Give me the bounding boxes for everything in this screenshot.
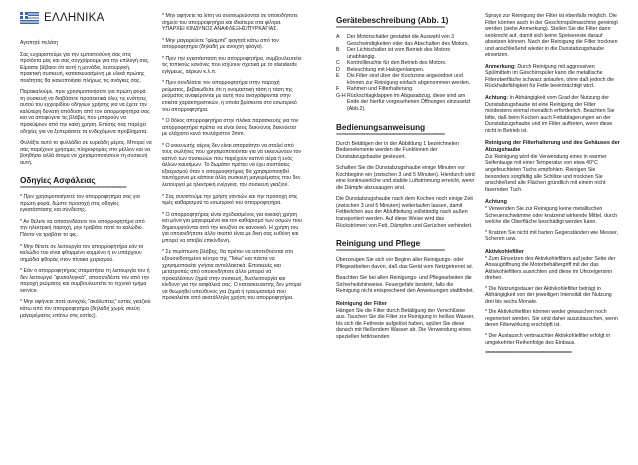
parts-list-item: C Kontrollleuchte für den Betrieb des Motors.	[336, 60, 447, 67]
german-description-column	[336, 0, 475, 452]
safety-item-14: * Σε περίπτωση βλάβης, θα πρέπει να αποτεθούνται στο εξουσιοδοτημένο κέντρο της "Teka" και πάντα να χρησιμοποιείτε γνήσια ανταλλακτικά. Επισκευές και μετατροπές από οποιονδήποτε άλλο μπορεί να προκαλέσουν ζημιά στην συσκευή, δυσλειτουργία και κίνδυνο για την ασφάλειά σας. Ο κατασκευαστής δεν μπορεί να θεωρηθεί υπεύθυνος για ζημιά ή τραυματισμό που προκαλείται από ακατάλληλη χρήση του απορροφητήρα.	[162, 249, 302, 302]
end-rule: ===================================	[485, 350, 572, 357]
safety-item-5: * Μην αφήνετε ποτέ ανοιχτές "ακάλυπτες" εστίες γκαζιού κάτω από τον απορροφητήρα (δηλαδή χωρίς σκεύη μαγειρέματος επάνω στις εστίες).	[20, 299, 151, 319]
language-header	[20, 12, 152, 24]
language-title: ΕΛΛΗΝΙΚΑ	[44, 12, 105, 24]
carbon-item-1: * Zum Einsetzen des Aktivkohlefilters auf jeder Seite der Ansaugöffnung die Motorbehältergriff mit der das Aktivkohlefilters ausrichten und diese im Uhrzeigersinn drehen.	[485, 255, 616, 282]
caution-paragraph: Achtung: In Abhängigkeit vom Grad der Nutzung der Dunstabzugshaube ist eine Reinigung der Filter mindestens einmal monatlich erforderlich. Beachten Sie bitte, daß beim Kochen auch Fettablagerungen an der Dunstabzugshaube und im Filter auftreten, wenn diese nicht in Betrieb ist.	[485, 95, 615, 134]
safety-item-7: * Μην μαγειρεύετε "φλαμπέ" φαγητά κάτω από τον απορροφητήρα (δηλαδή με ανοιχτή φλόγα).	[162, 37, 279, 51]
carbon-item-3: * Die Aktivkohlefilter können weder gewaschen noch regeneriert werden. Sie sind daher auszutauschen, wenn deren Filterwirkung erschöpft ist.	[485, 309, 618, 329]
greeting: Αγαπητέ πελάτη	[20, 40, 59, 46]
caution-paragraph-label: Achtung:	[485, 95, 509, 102]
intro-paragraph-3: Φυλάξτε αυτό το φυλλάδιο σε ευρεάδη μέρος. Μπορεί να σας παρέχουν χρήσιμες πληροφορίες στο μέλλον και να βοηθήσει αλλά άτομα να χρησιμοποιήσουν τη συσκευή αυτή.	[20, 140, 152, 166]
greek-safety-column	[162, 13, 302, 465]
parts-list-item: E Dis Filter sind über der Kochzone angeordnet und können zur Reinigung einfach abgenommen werden.	[336, 73, 471, 86]
german-cleaning-column	[485, 13, 620, 465]
care-rule: ============================================	[336, 248, 445, 255]
safety-item-11: * Ο εκκενωτής αέρος δεν είναι απαραίτητο να σταλεί από τους σωλήνες που χρησιμοποιούνται για να εκκενώνουν τον καπνό των συσκευών που παρέχουν καπνό αέρα ή ενός άλλων καυσίμων. Το δωμάτιο πρέπει να έχει συστάσεις εξαερισμού όταν ο απορροφητήρας θα χρησιμοποιηθεί ταυτόχρονα με κάποια άλλη συσκευή μαγειρέματος που δεν λειτουργεί με ηλεκτρική ενέργεια, την συσκευή γκαζιού.	[162, 142, 302, 189]
note-paragraph: Anmerkung: Durch Reinigung mit aggressiven Spülmitteln im Geschirrspüler kann die metallische Filteroberfläche schwarz anlaufen, ohne daß jedoch die Rückhaltefähigkeit für Fette beeinträchtigt wird.	[485, 63, 614, 90]
frame-cleaning-text: Zur Reinigung wird die Verwendung eines in warmer Seifenlauge mit einer Temperatur von etwa 40°C angefeuchteten Tuchs empfohlen. Reinigen Sie besonders sorgfältig alle Schlitze und trocknen Sie anschließend alle Flächen gründlich mit einem nicht fasernden Tuch.	[485, 153, 607, 193]
usage-paragraph-2: Schalten Sie die Dunstabzugshaube einige Minuten vor Kochbeginn ein (zwischen 3 und 5 Minuten). Hierdurch wird eine kontinuierliche und stabile Luftströmung erreicht, wenn die Dämpfe abzusaugen sind.	[336, 165, 475, 191]
safety-item-9: * Πριν συνδέσετε τον απορροφητήρα στην παροχή ρεύματος, βεβαιωθείτε ότι η ονομαστική τάση η τάση της ρεύματος αναφέρονται με αυτή που αναγράφονται στην ετικέτα χαρακτηριστικών, η οποία βρίσκεται στο εσωτερικό του απορροφητήρα.	[162, 80, 297, 113]
usage-paragraph-3: Die Dunstabzugshaube nach dem Kochen noch einige Zeit (zwischen 3 und 5 Minuten) weiterlaufen lassen, damit Fettteilchen aus der Abluftleitung vollständig nach außen transportiert werden. Auf diese Weise wird das Rückströmen von Fett, Dämpfen und Gerüchen verhindert.	[336, 196, 473, 229]
attention-heading: Achtung	[485, 199, 507, 206]
carbon-item-4: * Der Austausch verbrauchter Aktivkohlefilter erfolgt in umgekehrter Reihenfolge des Einbaus.	[485, 332, 611, 346]
safety-item-4: * Εάν ο απορροφητήρας σταματήσει τη λειτουργία του ή δεν λειτουργεί "φυσιολογικά", αποσυνδέστε τον από την παροχή ρεύματος και συμβουλευτείτε το τεχνικό τμήμα service.	[20, 268, 150, 294]
safety-rule: ===========================================	[20, 185, 127, 192]
safety-item-12: * Σας συνιστούμε την χρήση γαντιών και την προσοχή στις τιμές καθαρισμού το εσωτερικό του απορροφητήρα.	[162, 193, 298, 207]
intro-paragraph-1: Σας ευχαριστούμε για την εμπιστοσύνη σας στις προϊόντα μας και σας συγχαίρουμε για την επιλογή σας. Είμαστε βέβαιοι ότι αυτή η μονάδα, λειτουργική, πρακτική συσκευή, κατασκευασμένη με υλικά πρώτης ποιότητας θα ικανοποιήσει πλήρως τις ανάγκες σας.	[20, 51, 150, 84]
care-paragraph-2: Beachten Sie bei allen Reinigungs- und Pflegearbeiten die Sicherheitshinweise. Feuergefahr besteht, falls die Reinigung nicht entsprechend den Anweisungen stattfindet.	[336, 275, 475, 295]
greek-intro-column	[20, 0, 152, 452]
parts-list-item: D Beleuchtung mit Halogenlampen.	[336, 66, 425, 73]
safety-item-10: * Ο θόλος απορροφητήρα στην πλάκα παρασκευής για τον απορροφητήρα πρέπει να είναι όσος δεικνύνος δεικνύεται με ελάχιστο κενό τουλάχιστον 3mm.	[162, 118, 299, 138]
safety-item-1: * Πριν χρησιμοποιήσετε τον απορροφητήρα σας για πρώτη φορά, δώστε προσοχή στις οδηγίες εγκατάστασης και σύνδεσης.	[20, 194, 140, 214]
description-rule: ============================================	[336, 25, 445, 31]
greek-flag-icon	[20, 12, 39, 24]
attention-item-1: * Verwenden Sie zur Reinigung keine metallischen Scheuerschwämme oder kratzend wirkende Mittel, durch welche die Oberfläche beschädigt werden kann.	[485, 205, 618, 226]
safety-item-8: * Πριν την εγκατάσταση του απορροφητήρα, συμβουλευτείτε τις τοπικούς κανόνες που ισχύουν σχετικά με το standards εγίγμεως, αέριων κ.λ.π.	[162, 55, 302, 75]
description-heading: Gerätebeschreibung (Abb. 1)	[336, 16, 449, 25]
usage-rule: ============================================	[336, 131, 445, 138]
attention-item-2: * Kratzen Sie nicht mit harten Gegenständen wie Messer, Scheren usw.	[485, 229, 619, 243]
parts-list	[336, 34, 475, 113]
safety-item-13: * Ο απορροφητήρας είναι σχεδιασμένος για οικιακή χρήση και μόνο για μαγειρεμένα και τον καθαρισμό των οσμών που δημιουργούνται από την κουζίνα σε κανονικό. Η χρήση του για οποιονδήποτε άλλο σκοπό είναι με δική σας ευθύνη και μπορεί να αποβεί επικίνδυνη.	[162, 211, 302, 244]
filter-cleaning-text: Hängen Sie die Filter durch Betätigung der Verschlüsse aus. Tauchen Sie die Filter zur Reinigung in heißes Wasser, bis sich die Fettreste aufgelöst haben, spülen Sie diese danach mit fließendem Wasser ab. Die Verwendung eines speziellen fettlösenden	[336, 307, 475, 340]
note-paragraph-label: Anmerkung:	[485, 63, 516, 70]
parts-list-item: B Der Lichtschalter ist vom Betrieb des Motors unabhängig.	[336, 47, 450, 60]
frame-cleaning-heading: Reinigung der Filterhalterung und des Gehäuses der Abzugshaube	[485, 140, 620, 154]
care-paragraph-1: Überzeugen Sie sich vor Beginn aller Reinigungs- oder Pflegearbeiten davon, daß das Gerät vom Netzgetrennt ist.	[336, 257, 474, 270]
carbon-filter-heading: Aktivkohlefilter	[485, 248, 524, 255]
intro-paragraph-2: Παρακαλούμε, πριν χρησιμοποιήσετε για πρώτη φορά τη συσκευή να διαβάσετε προσεκτικά όλες τις ενότητες αυτού του εγχειριδίου οδηγιών χρήσης για να έχετε την καλύτερη δυνατή απόδοση από τον απορροφητήρα σας και να αποφύγετε τις βλάβες που μπορούν να προκύψουν από την κακή χρήση. Επίσης σας παρέχει οδηγίες για να ξεπεράσετε τα ενδεχόμενα προβλήματα.	[20, 89, 150, 135]
safety-item-6: * Μην αφήνετε τα λίπη να συσσωρεύονται σε οποιοδήποτε σημείο του απορροφητήρα και ιδιαίτερα στα φίλτρα. ΥΠΑΡΧΕΙ ΚΙΝΔΥΝΟΣ ΑΝΑΦΛΕΞΗΣ/ΠΥΡΚΑΓΙΑΣ.	[162, 13, 298, 33]
safety-item-3: * Μην θέτετε σε λειτουργία τον απορροφητήρα εάν το καλώδιο του είναι φθαρμένο κομμένο ή εν υπάρχουν σημάδια φθοράς στον πίνακα χειρισμού.	[20, 243, 144, 263]
safety-heading: Οδηγίες Ασφάλειας	[20, 176, 96, 186]
parts-list-item: F Rahmen und Filterhalterung.	[336, 86, 414, 93]
care-heading: Reinigung und Pflege	[336, 239, 421, 249]
usage-heading: Bedienungsanweisung	[336, 122, 426, 132]
carbon-item-2: * Die Nutzungsdauer der Aktivkohlefilter beträgt in Abhängigkeit von der jeweiligen Intensität der Nutzung drei bis sechs Monate.	[485, 285, 612, 305]
parts-list-item: A Der Motorschalter gestattet die Auswahl von 3 Geschwindigkeiten oder das Abschalten des Motors.	[336, 34, 469, 47]
filter-cleaning-continued: Sprays zur Reinigung der Filter ist ebenfalls möglich. Die Filter können auch in der Geschirrspülmaschine gereinigt werden (siehe Anmerkung). Stellen Sie die Filter dann senkrecht auf, damit sich keine Speisereste darauf absetzen können. Nach der Reinigung die Filter trocknen und anschließend wieder in die Dunstabzugshaube einsetzen.	[485, 13, 618, 59]
safety-item-2: * Αν θέλετε να αποσυνδέσετε τον απορροφητήρα από την ηλεκτρική παροχή, μην τραβάτε ποτέ το καλώδιο. Πάντα να τραβάτε το φις.	[20, 218, 145, 239]
usage-paragraph-1: Durch Betätigen der in der Abbildung 1 bezeichneten Bedienelemente werden die Funktionen der Dunstabzugshaube gesteuert.	[336, 140, 459, 160]
filter-cleaning-heading: Reinigung der Filter	[336, 300, 387, 307]
parts-list-item: G-H Rückschlagklappen im Abgasabzug, diese sind am Ende der hierfür vorgesehenen Öffnungen einzusetzt (Abb.2).	[336, 92, 471, 113]
